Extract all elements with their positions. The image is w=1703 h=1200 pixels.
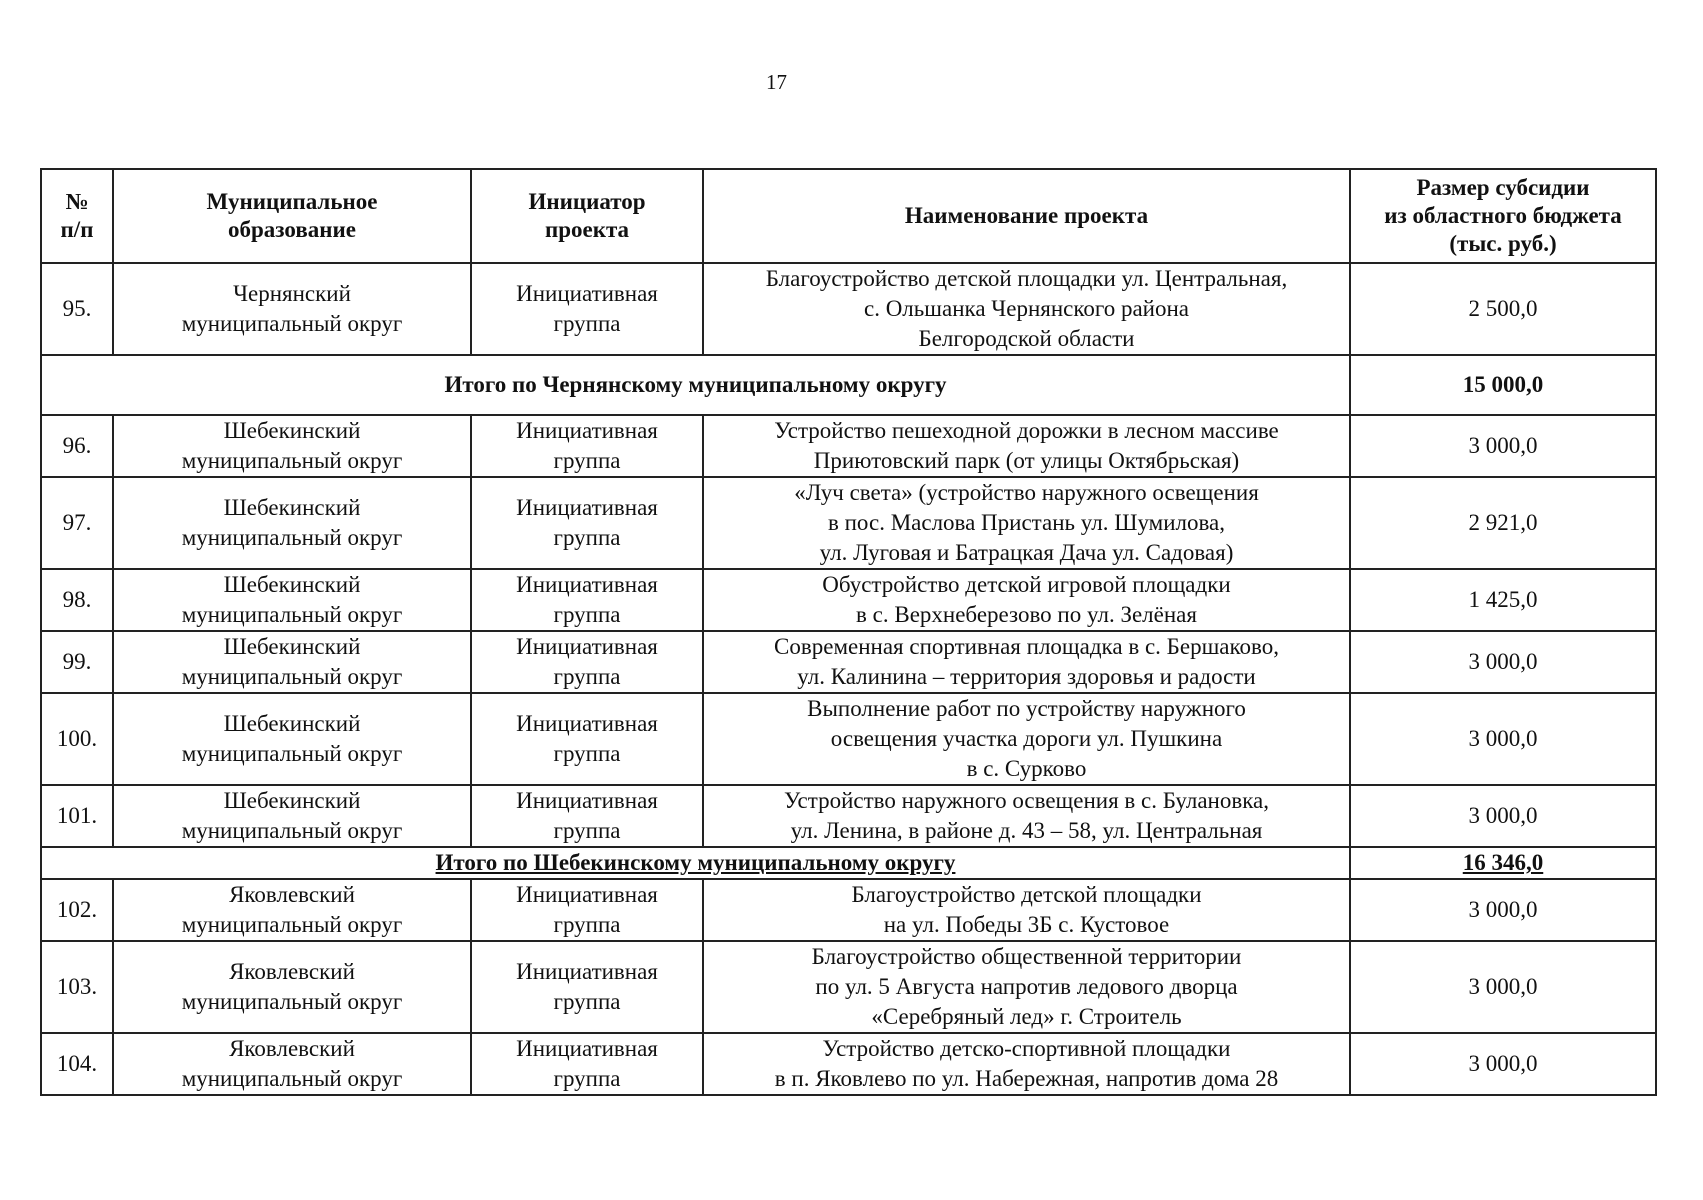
header-amount-line: (тыс. руб.) [1449, 231, 1557, 256]
row-amount: 2 500,0 [1350, 263, 1656, 355]
total-row [41, 847, 1656, 879]
row-project-line: по ул. 5 Августа напротив ледового дворца [815, 974, 1238, 999]
total-label [41, 847, 1350, 879]
row-municipality [113, 879, 471, 941]
row-project-line: Устройство наружного освещения в с. Булановка, [784, 788, 1269, 813]
row-municipality [113, 569, 471, 631]
row-municipality [113, 477, 471, 569]
row-project [703, 631, 1350, 693]
row-municipality-line: Яковлевский [229, 1036, 355, 1061]
row-project-line: «Серебряный лед» г. Строитель [871, 1004, 1182, 1029]
row-amount: 3 000,0 [1350, 879, 1656, 941]
row-initiator [471, 631, 703, 693]
row-municipality-line: муниципальный округ [181, 525, 403, 550]
row-initiator [471, 785, 703, 847]
row-municipality [113, 415, 471, 477]
row-municipality-line: муниципальный округ [181, 818, 403, 843]
row-project [703, 569, 1350, 631]
table-row [41, 693, 1656, 785]
row-num: 104. [41, 1033, 113, 1095]
row-initiator [471, 1033, 703, 1095]
header-num-line: п/п [60, 217, 94, 242]
row-project [703, 1033, 1350, 1095]
row-project-line: ул. Луговая и Батрацкая Дача ул. Садовая) [819, 540, 1234, 565]
row-project-line: Обустройство детской игровой площадки [822, 572, 1231, 597]
row-num: 98. [41, 569, 113, 631]
header-initiator [471, 169, 703, 263]
total-label-text: Итого по Шебекинскому муниципальному округу [435, 850, 956, 875]
header-project [703, 169, 1350, 263]
row-initiator-line: группа [553, 311, 621, 336]
row-project-line: Выполнение работ по устройству наружного [807, 696, 1246, 721]
row-amount: 1 425,0 [1350, 569, 1656, 631]
row-initiator [471, 263, 703, 355]
row-project-line: Благоустройство детской площадки [851, 882, 1202, 907]
total-label [41, 355, 1350, 415]
row-initiator-line: Инициативная [516, 572, 658, 597]
header-amount-line: Размер субсидии [1416, 175, 1590, 200]
row-project [703, 263, 1350, 355]
row-project-line: с. Ольшанка Чернянского района [863, 296, 1189, 321]
row-initiator [471, 941, 703, 1033]
row-municipality-line: муниципальный округ [181, 1066, 403, 1091]
row-project-line: ул. Калинина – территория здоровья и радости [797, 664, 1256, 689]
row-municipality-line: муниципальный округ [181, 741, 403, 766]
row-initiator-line: Инициативная [516, 418, 658, 443]
row-project-line: Приютовский парк (от улицы Октябрьская) [813, 448, 1240, 473]
row-num: 97. [41, 477, 113, 569]
row-initiator-line: Инициативная [516, 495, 658, 520]
row-project [703, 415, 1350, 477]
header-amount-line: из областного бюджета [1384, 203, 1622, 228]
row-initiator-line: Инициативная [516, 1036, 658, 1061]
total-amount-text: 15 000,0 [1462, 372, 1544, 397]
row-municipality [113, 631, 471, 693]
row-initiator [471, 415, 703, 477]
row-municipality-line: Шебекинский [223, 711, 361, 736]
header-initiator-line: проекта [544, 217, 630, 242]
table-row [41, 1033, 1656, 1095]
row-project [703, 879, 1350, 941]
row-initiator-line: Инициативная [516, 788, 658, 813]
row-num: 96. [41, 415, 113, 477]
row-amount: 3 000,0 [1350, 1033, 1656, 1095]
header-project-line: Наименование проекта [904, 203, 1149, 228]
row-municipality [113, 941, 471, 1033]
row-amount: 2 921,0 [1350, 477, 1656, 569]
row-project-line: Благоустройство общественной территории [811, 944, 1242, 969]
row-amount: 3 000,0 [1350, 785, 1656, 847]
row-initiator-line: группа [553, 525, 621, 550]
total-amount [1350, 847, 1656, 879]
row-project-line: «Луч света» (устройство наружного освещения [794, 480, 1259, 505]
row-project-line: в п. Яковлево по ул. Набережная, напротив дома 28 [774, 1066, 1279, 1091]
header-initiator-line: Инициатор [528, 189, 646, 214]
row-initiator-line: группа [553, 602, 621, 627]
row-initiator [471, 569, 703, 631]
row-initiator-line: группа [553, 818, 621, 843]
header-municipality-line: образование [228, 217, 356, 242]
page-number [0, 70, 1703, 95]
row-municipality-line: Шебекинский [223, 572, 361, 597]
header-amount [1350, 169, 1656, 263]
row-project-line: Белгородской области [918, 326, 1135, 351]
row-project-line: Благоустройство детской площадки ул. Центральная, [765, 266, 1288, 291]
row-project-line: Устройство детско-спортивной площадки [822, 1036, 1231, 1061]
row-num: 103. [41, 941, 113, 1033]
row-municipality-line: Яковлевский [229, 882, 355, 907]
row-municipality-line: муниципальный округ [181, 989, 403, 1014]
total-amount [1350, 355, 1656, 415]
row-initiator-line: группа [553, 664, 621, 689]
row-project-line: на ул. Победы 3Б с. Кустовое [883, 912, 1170, 937]
table-row [41, 569, 1656, 631]
row-municipality-line: Шебекинский [223, 495, 361, 520]
row-initiator-line: Инициативная [516, 711, 658, 736]
row-project [703, 941, 1350, 1033]
row-initiator [471, 693, 703, 785]
table-row [41, 879, 1656, 941]
header-municipality [113, 169, 471, 263]
row-project-line: освещения участка дороги ул. Пушкина [830, 726, 1223, 751]
row-initiator-line: группа [553, 448, 621, 473]
total-amount-text: 16 346,0 [1462, 850, 1544, 875]
row-project-line: Устройство пешеходной дорожки в лесном массиве [774, 418, 1279, 443]
row-amount: 3 000,0 [1350, 631, 1656, 693]
row-num: 100. [41, 693, 113, 785]
row-num: 95. [41, 263, 113, 355]
row-project-line: в с. Верхнеберезово по ул. Зелёная [856, 602, 1197, 627]
row-municipality-line: Шебекинский [223, 788, 361, 813]
row-initiator [471, 879, 703, 941]
table-header-row [41, 169, 1656, 263]
row-municipality-line: муниципальный округ [181, 602, 403, 627]
table-row [41, 631, 1656, 693]
header-num-line: № [65, 189, 89, 214]
row-initiator-line: группа [553, 1066, 621, 1091]
row-municipality-line: Яковлевский [229, 959, 355, 984]
row-amount: 3 000,0 [1350, 415, 1656, 477]
row-municipality-line: муниципальный округ [181, 311, 403, 336]
row-amount: 3 000,0 [1350, 693, 1656, 785]
row-project-line: Современная спортивная площадка в с. Бершаково, [774, 634, 1279, 659]
row-municipality-line: муниципальный округ [181, 912, 403, 937]
row-initiator-line: Инициативная [516, 281, 658, 306]
row-num: 99. [41, 631, 113, 693]
row-amount: 3 000,0 [1350, 941, 1656, 1033]
row-initiator-line: Инициативная [516, 634, 658, 659]
page-number-text: 17 [766, 70, 787, 94]
row-municipality [113, 1033, 471, 1095]
table-row [41, 785, 1656, 847]
row-initiator-line: группа [553, 741, 621, 766]
row-municipality-line: муниципальный округ [181, 448, 403, 473]
row-num: 102. [41, 879, 113, 941]
row-municipality [113, 785, 471, 847]
row-project [703, 477, 1350, 569]
row-initiator [471, 477, 703, 569]
header-num [41, 169, 113, 263]
total-row [41, 355, 1656, 415]
row-municipality-line: Шебекинский [223, 634, 361, 659]
row-initiator-line: Инициативная [516, 959, 658, 984]
row-municipality-line: Чернянский [233, 281, 351, 306]
table-row [41, 477, 1656, 569]
row-project-line: в с. Сурково [966, 756, 1087, 781]
row-municipality [113, 263, 471, 355]
row-project [703, 785, 1350, 847]
row-municipality [113, 693, 471, 785]
row-municipality-line: Шебекинский [223, 418, 361, 443]
row-initiator-line: группа [553, 912, 621, 937]
row-project [703, 693, 1350, 785]
row-municipality-line: муниципальный округ [181, 664, 403, 689]
row-project-line: ул. Ленина, в районе д. 43 – 58, ул. Центральная [790, 818, 1263, 843]
table-row [41, 263, 1656, 355]
row-initiator-line: Инициативная [516, 882, 658, 907]
table-row [41, 415, 1656, 477]
row-project-line: в пос. Маслова Пристань ул. Шумилова, [828, 510, 1225, 535]
table-body [41, 263, 1656, 1095]
table-row [41, 941, 1656, 1033]
subsidy-table [40, 168, 1657, 1096]
header-municipality-line: Муниципальное [206, 189, 378, 214]
total-label-text: Итого по Чернянскому муниципальному округу [444, 372, 947, 397]
row-num: 101. [41, 785, 113, 847]
row-initiator-line: группа [553, 989, 621, 1014]
